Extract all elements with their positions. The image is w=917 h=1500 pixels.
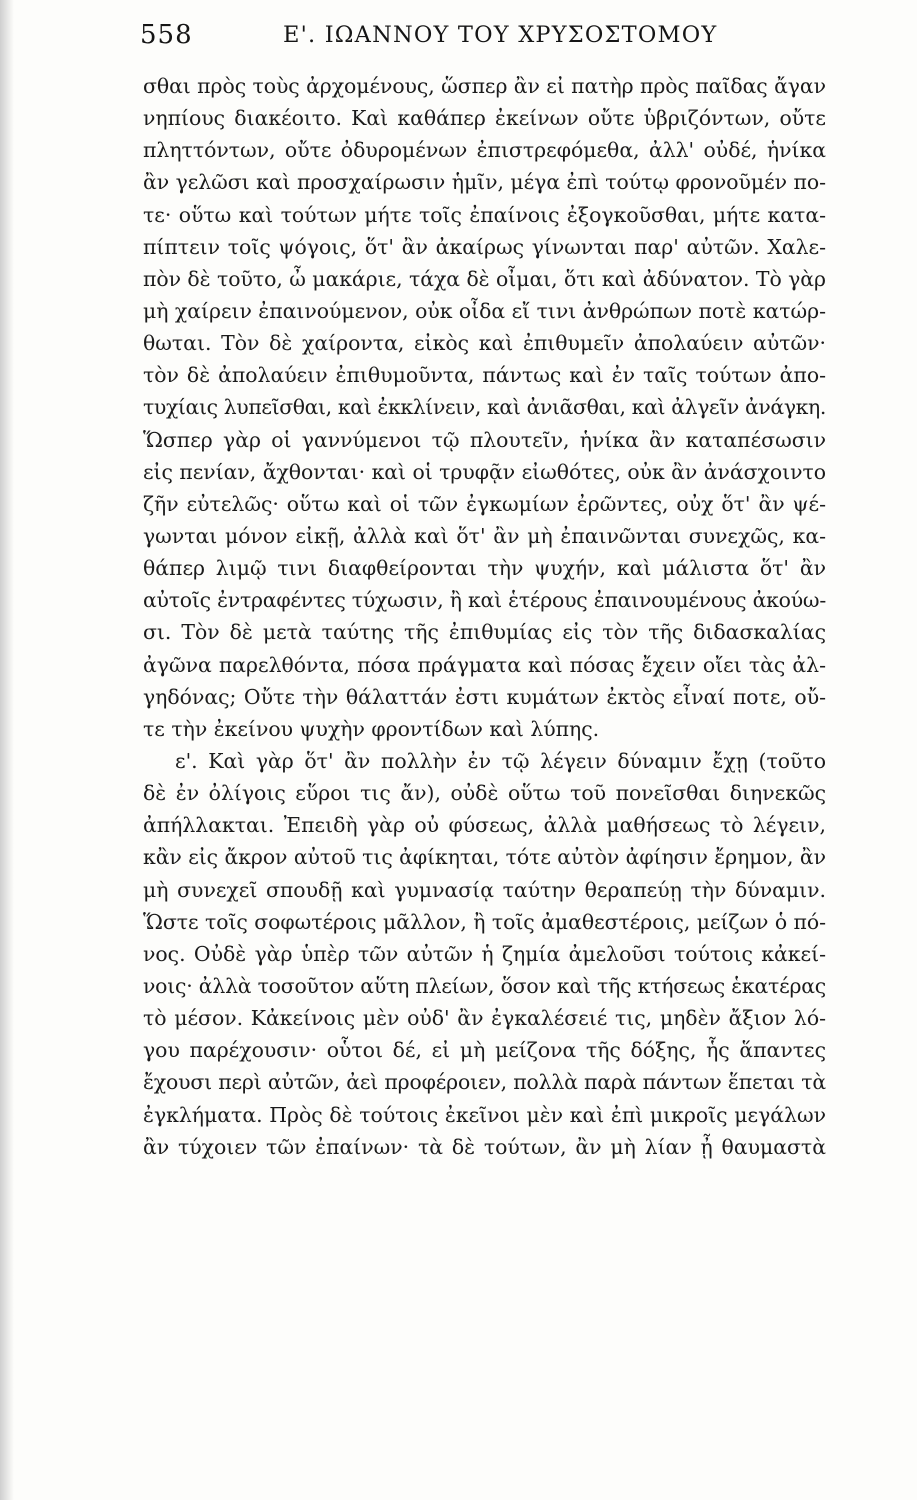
text-line: εἰς πενίαν, ἄχθονται· καὶ οἱ τρυφᾷν εἰωθότες, οὐκ ἂν ἀνάσχοιντο (143, 459, 826, 484)
text-line: νος. Οὐδὲ γὰρ ὑπὲρ τῶν αὐτῶν ἡ ζημία ἀμελοῦσι τούτοις κἀκεί- (143, 941, 826, 966)
text-line: γωνται μόνον εἰκῇ, ἀλλὰ καὶ ὅτ' ἂν μὴ ἐπαινῶνται συνεχῶς, κα- (143, 523, 826, 548)
text-line: τυχίαις λυπεῖσθαι, καὶ ἐκκλίνειν, καὶ ἀνιᾶσθαι, καὶ ἀλγεῖν ἀνάγκη. (143, 395, 826, 420)
paragraph-1 (143, 70, 826, 745)
text-line: ἐγκλήματα. Πρὸς δὲ τούτοις ἐκεῖνοι μὲν καὶ ἐπὶ μικροῖς μεγάλων (143, 1102, 826, 1127)
text-line: θωται. Τὸν δὲ χαίροντα, εἰκὸς καὶ ἐπιθυμεῖν ἀπολαύειν αὐτῶν· (143, 331, 826, 356)
paragraph-2 (143, 745, 826, 1163)
body-text (143, 70, 826, 1163)
text-line: δὲ ἐν ὀλίγοις εὕροι τις ἄν), οὐδὲ οὕτω τοῦ πονεῖσθαι διηνεκῶς (143, 781, 826, 806)
text-line: ἀπήλλακται. Ἐπειδὴ γὰρ οὐ φύσεως, ἀλλὰ μαθήσεως τὸ λέγειν, (143, 813, 826, 838)
text-line: ἂν γελῶσι καὶ προσχαίρωσιν ἡμῖν, μέγα ἐπὶ τούτῳ φρονοῦμέν πο- (143, 170, 826, 195)
page-edge-shadow (0, 0, 14, 1500)
text-line: τὸ μέσον. Κἀκείνοις μὲν οὐδ' ἂν ἐγκαλέσειέ τις, μηδὲν ἄξιον λό- (143, 1006, 826, 1031)
text-line: ἀγῶνα παρελθόντα, πόσα πράγματα καὶ πόσας ἔχειν οἴει τὰς ἀλ- (143, 652, 826, 677)
text-line: νηπίους διακέοιτο. Καὶ καθάπερ ἐκείνων οὔτε ὑβριζόντων, οὔτε (143, 106, 826, 131)
text-line: μὴ συνεχεῖ σπουδῇ καὶ γυμνασίᾳ ταύτην θεραπεύῃ τὴν δύναμιν. (143, 877, 826, 902)
page-header (140, 20, 790, 60)
text-line: σθαι πρὸς τοὺς ἀρχομένους, ὥσπερ ἂν εἰ πατὴρ πρὸς παῖδας ἄγαν (143, 74, 826, 98)
text-line: ζῆν εὐτελῶς· οὕτω καὶ οἱ τῶν ἐγκωμίων ἐρῶντες, οὐχ ὅτ' ἂν ψέ- (143, 491, 826, 516)
text-line: Ὥστε τοῖς σοφωτέροις μᾶλλον, ἢ τοῖς ἀμαθεστέροις, μείζων ὁ πό- (143, 909, 826, 934)
text-line: Ὥσπερ γὰρ οἱ γαννύμενοι τῷ πλουτεῖν, ἡνίκα ἂν καταπέσωσιν (143, 427, 826, 452)
running-title: Ε'. ΙΩΑΝΝΟΥ ΤΟΥ ΧΡΥΣΟΣΤΟΜΟΥ (283, 22, 718, 48)
text-line: τε· οὕτω καὶ τούτων μήτε τοῖς ἐπαίνοις ἐξογκοῦσθαι, μήτε κατα- (143, 202, 826, 227)
text-line: πὸν δὲ τοῦτο, ὦ μακάριε, τάχα δὲ οἶμαι, ὅτι καὶ ἀδύνατον. Τὸ γὰρ (143, 266, 826, 291)
text-line: κἂν εἰς ἄκρον αὐτοῦ τις ἀφίκηται, τότε αὐτὸν ἀφίησιν ἔρημον, ἂν (143, 845, 826, 870)
text-line: αὐτοῖς ἐντραφέντες τύχωσιν, ἢ καὶ ἑτέρους ἐπαινουμένους ἀκούω- (143, 588, 826, 613)
text-line: γου παρέχουσιν· οὗτοι δέ, εἰ μὴ μείζονα τῆς δόξης, ἧς ἅπαντες (143, 1038, 826, 1063)
page-number: 558 (140, 20, 193, 50)
text-line: ἔχουσι περὶ αὐτῶν, ἀεὶ προφέροιεν, πολλὰ παρὰ πάντων ἕπεται τὰ (143, 1070, 826, 1095)
text-line: μὴ χαίρειν ἐπαινούμενον, οὐκ οἶδα εἴ τινι ἀνθρώπων ποτὲ κατώρ- (143, 298, 826, 323)
text-line: θάπερ λιμῷ τινι διαφθείρονται τὴν ψυχήν, καὶ μάλιστα ὅτ' ἂν (143, 556, 826, 581)
text-line: γηδόνας; Οὔτε τὴν θάλαττάν ἐστι κυμάτων ἐκτὸς εἶναί ποτε, οὔ- (143, 684, 826, 709)
text-line: σι. Τὸν δὲ μετὰ ταύτης τῆς ἐπιθυμίας εἰς τὸν τῆς διδασκαλίας (143, 620, 826, 645)
text-line: ε'. Καὶ γὰρ ὅτ' ἂν πολλὴν ἐν τῷ λέγειν δύναμιν ἔχῃ (τοῦτο (175, 748, 826, 773)
text-line: νοις· ἀλλὰ τοσοῦτον αὕτη πλείων, ὅσον καὶ τῆς κτήσεως ἑκατέρας (143, 973, 826, 998)
text-line: τὸν δὲ ἀπολαύειν ἐπιθυμοῦντα, πάντως καὶ ἐν ταῖς τούτων ἀπο- (143, 363, 826, 388)
text-line: τε τὴν ἐκείνου ψυχὴν φροντίδων καὶ λύπης. (143, 716, 600, 741)
text-line: πληττόντων, οὔτε ὀδυρομένων ἐπιστρεφόμεθα, ἀλλ' οὐδέ, ἡνίκα (143, 138, 826, 163)
text-line: ἂν τύχοιεν τῶν ἐπαίνων· τὰ δὲ τούτων, ἂν μὴ λίαν ᾖ θαυμαστὰ (143, 1134, 826, 1159)
text-line: πίπτειν τοῖς ψόγοις, ὅτ' ἂν ἀκαίρως γίνωνται παρ' αὐτῶν. Χαλε- (143, 234, 826, 259)
